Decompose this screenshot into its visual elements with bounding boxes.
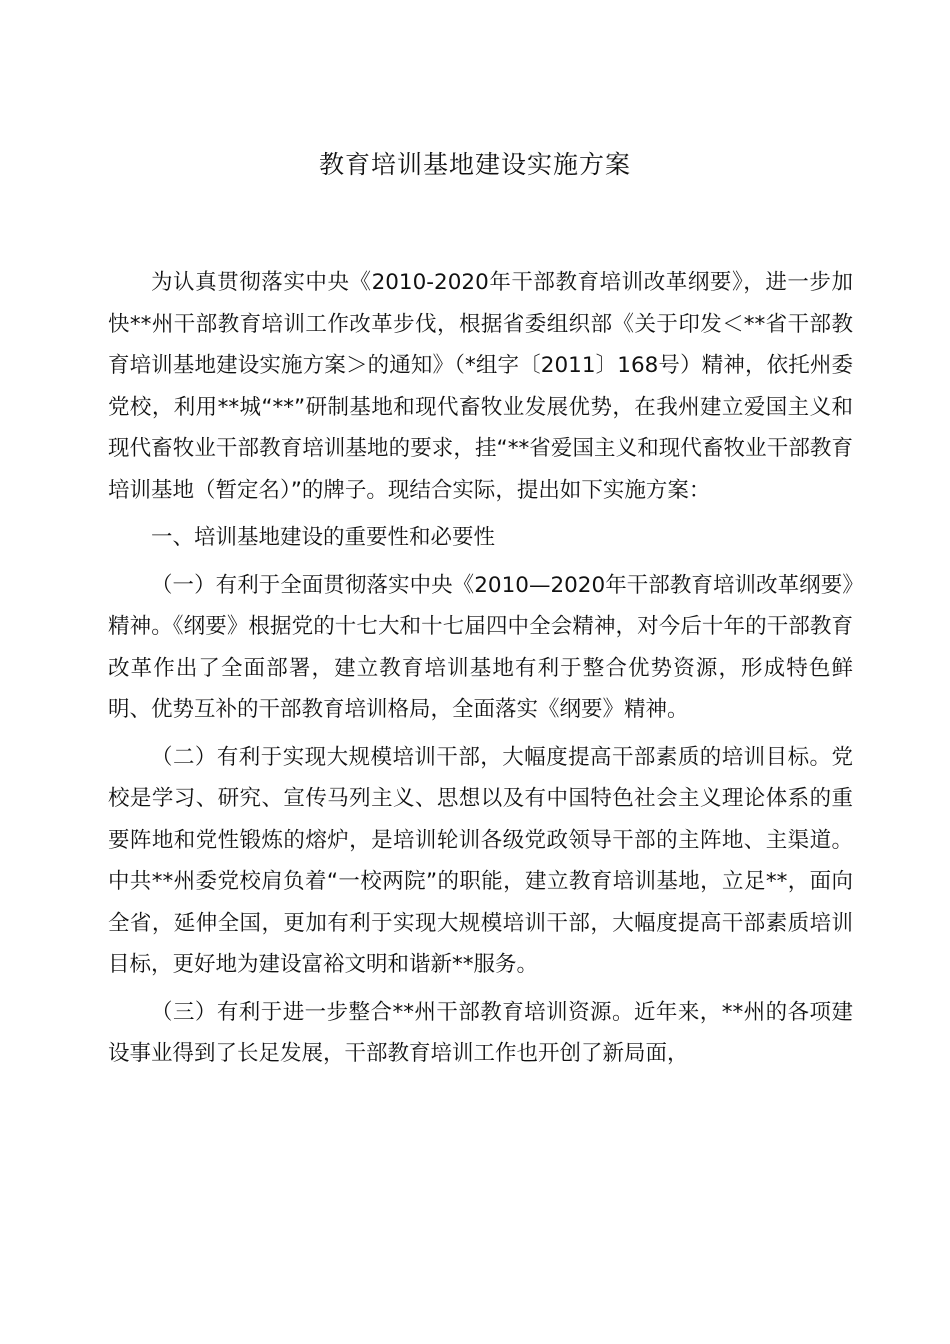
subsection-paragraph-3: （三）有利于进一步整合**州干部教育培训资源。近年来，**州的各项建设事业得到了长足发展，干部教育培训工作也开创了新局面， [108,999,853,1066]
intro-paragraph: 为认真贯彻落实中央《2010-2020年干部教育培训改革纲要》，进一步加快**州干部教育培训工作改革步伐，根据省委组织部《关于印发＜**省干部教育培训基地建设实施方案＞的通知》（*组字〔2011〕168号）精神，依托州委党校，利用**城“**”研制基地和现代畜牧业发展优势，在我州建立爱国主义和现代畜牧业干部教育培训基地的要求，挂“**省爱国主义和现代畜牧业干部教育培训基地（暂定名）”的牌子。现结合实际，提出如下实施方案： [108,270,853,503]
subsection-paragraph-2: （二）有利于实现大规模培训干部，大幅度提高干部素质的培训目标。党校是学习、研究、宣传马列主义、思想以及有中国特色社会主义理论体系的重要阵地和党性锻炼的熔炉，是培训轮训各级党政领导干部的主阵地、主渠道。中共**州委党校肩负着“一校两院”的职能，建立教育培训基地，立足**，面向全省，延伸全国，更加有利于实现大规模培训干部，大幅度提高干部素质培训目标，更好地为建设富裕文明和谐新**服务。 [108,744,853,977]
document-title: 教育培训基地建设实施方案 [318,150,631,179]
section-heading: 一、培训基地建设的重要性和必要性 [151,525,496,550]
document-body [108,262,853,1081]
subsection-paragraph-1: （一）有利于全面贯彻落实中央《2010—2020年干部教育培训改革纲要》精神。《纲要》根据党的十七大和十七届四中全会精神，对今后十年的干部教育改革作出了全面部署，建立教育培训基地有利于整合优势资源，形成特色鲜明、优势互补的干部教育培训格局，全面落实《纲要》精神。 [108,572,853,722]
